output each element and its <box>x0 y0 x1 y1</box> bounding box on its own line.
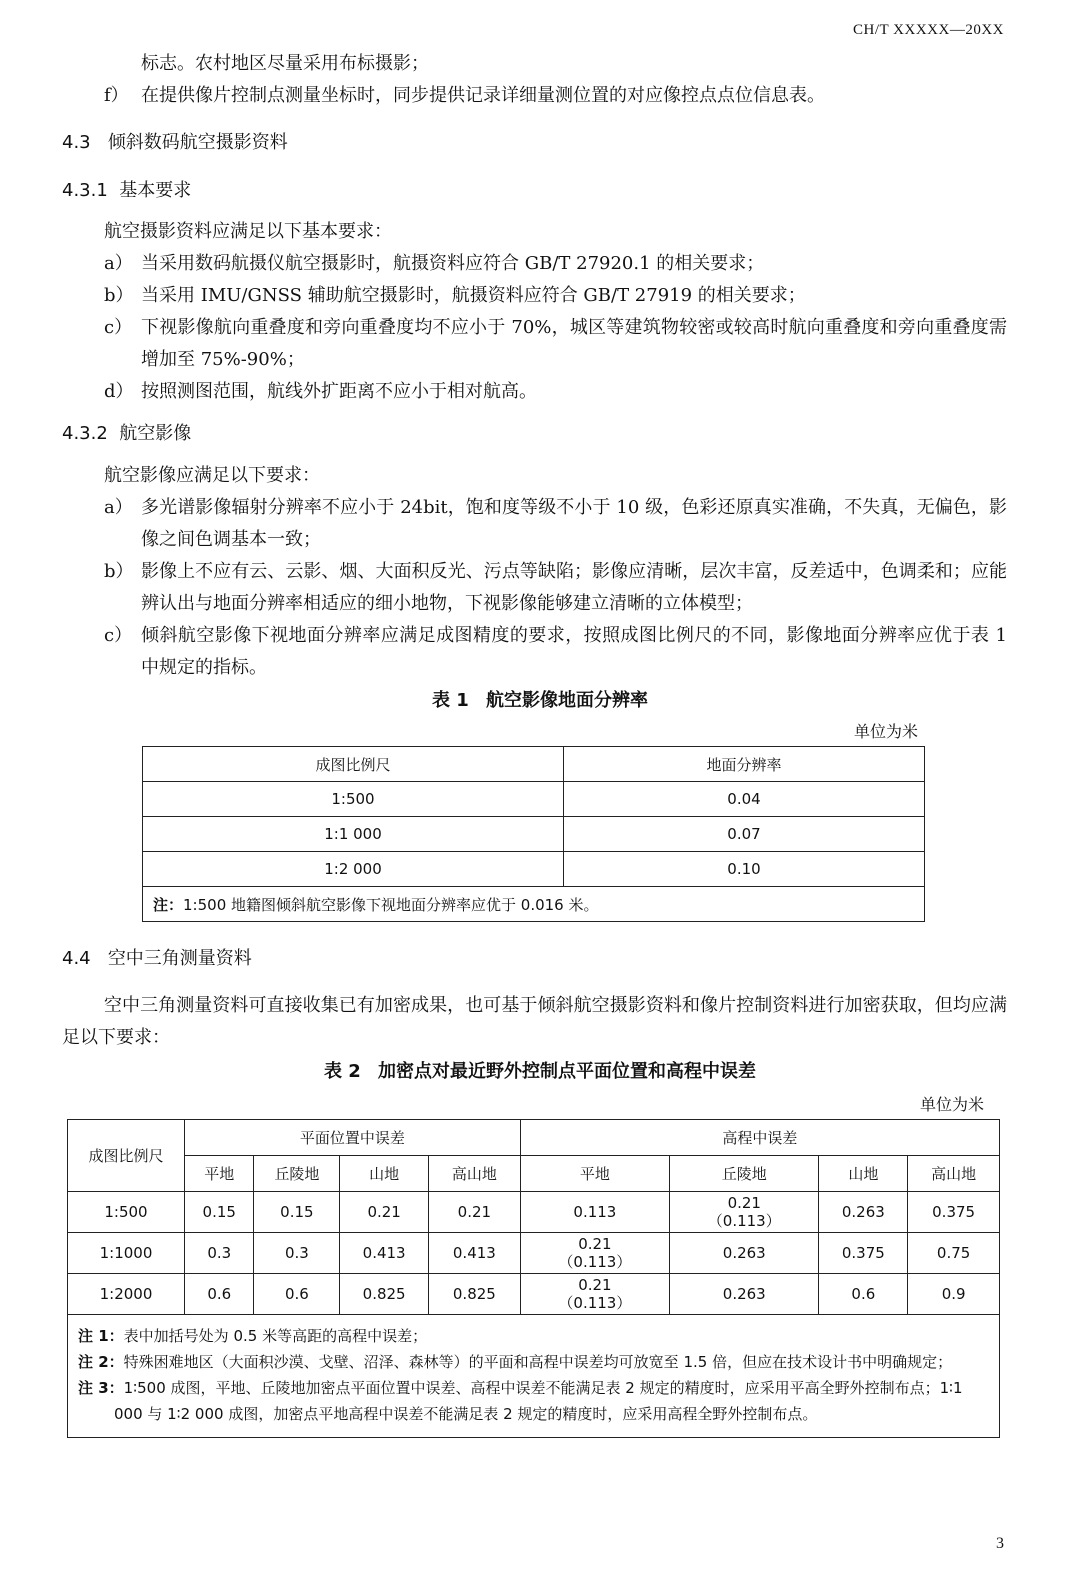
table-header-cell: 成图比例尺 <box>68 1120 185 1192</box>
section-4-3-heading <box>62 127 288 159</box>
table-cell: 0.6 <box>819 1274 908 1315</box>
table-row <box>143 782 925 817</box>
document-code-header: CH/T XXXXX—20XX <box>853 22 1004 38</box>
section-title: 基本要求 <box>119 180 192 201</box>
table-note <box>78 1323 989 1349</box>
table-header-cell: 平面位置中误差 <box>185 1120 521 1156</box>
table-cell <box>670 1192 819 1233</box>
table-title: 航空影像地面分辨率 <box>485 690 648 711</box>
table-row <box>143 852 925 887</box>
section-number: 4.4 <box>62 948 91 969</box>
cell-alt-value: （0.113） <box>707 1212 781 1230</box>
table-cell: 0.15 <box>185 1192 254 1233</box>
continued-text: 标志。农村地区尽量采用布标摄影； <box>141 53 429 74</box>
table-cell: 0.10 <box>564 852 925 887</box>
table-cell: 0.21 <box>429 1192 521 1233</box>
section-paragraph: 空中三角测量资料可直接收集已有加密成果，也可基于倾斜航空摄影资料和像片控制资料进行加密获取，但均应满足以下要求： <box>62 995 1007 1048</box>
table-cell: 1:1000 <box>68 1233 185 1274</box>
item-label: c） <box>104 317 133 338</box>
table-header-cell: 丘陵地 <box>254 1156 340 1192</box>
table-2-unit: 单位为米 <box>919 1095 984 1114</box>
section-4-4-heading <box>62 943 252 975</box>
table-cell: 0.3 <box>185 1233 254 1274</box>
item-text: 下视影像航向重叠度和旁向重叠度均不应小于 70%，城区等建筑物较密或较高时航向重叠度和旁向重叠度需增加至 75%-90%； <box>141 317 1007 370</box>
cell-alt-value: （0.113） <box>558 1253 632 1271</box>
note-text: 1∶500 成图，平地、丘陵地加密点平面位置中误差、高程中误差不能满足表 2 规定的精度时，应采用平高全野外控制布点；1∶1 000 与 1∶2 000 成图，加密点平地高程中误差不能满足表 2 规定的精度时，应采用高程全野外控制布点。 <box>114 1379 963 1423</box>
table-2-caption <box>0 1057 1080 1083</box>
cell-value: 0.21 <box>578 1276 612 1294</box>
table-cell: 1:2000 <box>68 1274 185 1315</box>
table-header-cell: 丘陵地 <box>670 1156 819 1192</box>
table-cell: 0.413 <box>340 1233 429 1274</box>
note-label: 注： <box>153 895 184 914</box>
section-4-3-2-heading <box>62 418 191 450</box>
table-cell: 0.263 <box>670 1233 819 1274</box>
table-1-caption <box>0 686 1080 712</box>
section-4-3-1-heading <box>62 175 191 207</box>
section-title: 空中三角测量资料 <box>107 948 252 969</box>
table-cell: 0.15 <box>254 1192 340 1233</box>
section-number: 4.3 <box>62 132 91 153</box>
table-cell: 0.113 <box>520 1192 669 1233</box>
cell-alt-value: （0.113） <box>558 1294 632 1312</box>
item-label: d） <box>104 381 134 402</box>
item-label: c） <box>104 625 133 646</box>
table-notes <box>68 1315 1000 1438</box>
item-label: f） <box>104 85 129 106</box>
table-cell: 0.6 <box>254 1274 340 1315</box>
table-cell: 0.6 <box>185 1274 254 1315</box>
table-row <box>68 1233 1000 1274</box>
page-number: 3 <box>996 1535 1004 1552</box>
item-text: 影像上不应有云、云影、烟、大面积反光、污点等缺陷；影像应清晰，层次丰富，反差适中，色调柔和；应能辨认出与地面分辨率相适应的细小地物，下视影像能够建立清晰的立体模型； <box>141 561 1007 614</box>
section-intro: 航空摄影资料应满足以下基本要求： <box>104 221 392 242</box>
section-number: 4.3.2 <box>62 423 108 444</box>
table-cell: 0.75 <box>908 1233 1000 1274</box>
table-title: 加密点对最近野外控制点平面位置和高程中误差 <box>377 1061 756 1082</box>
table-cell: 1:2 000 <box>143 852 564 887</box>
table-header-cell: 山地 <box>340 1156 429 1192</box>
item-text: 多光谱影像辐射分辨率不应小于 24bit，饱和度等级不小于 10 级，色彩还原真实准确，不失真，无偏色，影像之间色调基本一致； <box>141 497 1007 550</box>
table-number: 表 2 <box>324 1061 361 1082</box>
table-cell: 1:500 <box>68 1192 185 1233</box>
table-cell: 0.263 <box>819 1192 908 1233</box>
table-header-cell: 平地 <box>185 1156 254 1192</box>
table-header-cell: 高山地 <box>429 1156 521 1192</box>
table-cell <box>520 1233 669 1274</box>
table-row <box>143 817 925 852</box>
table-cell: 0.825 <box>429 1274 521 1315</box>
table-cell: 0.3 <box>254 1233 340 1274</box>
cell-value: 0.21 <box>727 1194 761 1212</box>
table-cell: 0.375 <box>908 1192 1000 1233</box>
note-text: 特殊困难地区（大面积沙漠、戈壁、沼泽、森林等）的平面和高程中误差均可放宽至 1.5 倍，但应在技术设计书中明确规定； <box>123 1353 953 1371</box>
section-intro: 航空影像应满足以下要求： <box>104 465 320 486</box>
table-header-cell: 平地 <box>520 1156 669 1192</box>
note-label: 注 2： <box>78 1353 124 1371</box>
item-label: b） <box>104 285 134 306</box>
table-cell <box>520 1274 669 1315</box>
table-cell: 1:1 000 <box>143 817 564 852</box>
table-header-cell: 成图比例尺 <box>143 747 564 782</box>
item-text: 倾斜航空影像下视地面分辨率应满足成图精度的要求，按照成图比例尺的不同，影像地面分辨率应优于表 1 中规定的指标。 <box>141 625 1007 678</box>
table-cell: 0.9 <box>908 1274 1000 1315</box>
item-text: 按照测图范围，航线外扩距离不应小于相对航高。 <box>141 381 537 402</box>
item-label: a） <box>104 253 133 274</box>
table-cell: 0.04 <box>564 782 925 817</box>
table-row <box>68 1274 1000 1315</box>
table-1 <box>142 746 925 922</box>
table-2 <box>67 1119 1000 1438</box>
table-note <box>78 1349 989 1375</box>
item-text: 在提供像片控制点测量坐标时，同步提供记录详细量测位置的对应像控点点位信息表。 <box>141 85 825 106</box>
table-cell: 0.21 <box>340 1192 429 1233</box>
table-note <box>78 1375 989 1427</box>
note-label: 注 3： <box>78 1379 124 1397</box>
item-text: 当采用数码航摄仪航空摄影时，航摄资料应符合 GB/T 27920.1 的相关要求； <box>141 253 765 274</box>
table-header-cell: 高山地 <box>908 1156 1000 1192</box>
item-text: 当采用 IMU/GNSS 辅助航空摄影时，航摄资料应符合 GB/T 27919 的相关要求； <box>141 285 806 306</box>
table-header-cell: 地面分辨率 <box>564 747 925 782</box>
table-cell: 0.07 <box>564 817 925 852</box>
section-number: 4.3.1 <box>62 180 108 201</box>
cell-value: 0.21 <box>578 1235 612 1253</box>
table-cell: 0.825 <box>340 1274 429 1315</box>
note-text: 1:500 地籍图倾斜航空影像下视地面分辨率应优于 0.016 米。 <box>183 895 599 914</box>
table-header-cell: 高程中误差 <box>520 1120 999 1156</box>
section-title: 航空影像 <box>119 423 192 444</box>
table-row <box>68 1192 1000 1233</box>
section-title: 倾斜数码航空摄影资料 <box>107 132 288 153</box>
note-label: 注 1： <box>78 1327 124 1345</box>
item-label: a） <box>104 497 133 518</box>
table-cell: 0.375 <box>819 1233 908 1274</box>
table-cell: 0.263 <box>670 1274 819 1315</box>
table-header-cell: 山地 <box>819 1156 908 1192</box>
table-1-unit: 单位为米 <box>853 722 918 741</box>
note-text: 表中加括号处为 0.5 米等高距的高程中误差； <box>123 1327 428 1345</box>
table-cell: 0.413 <box>429 1233 521 1274</box>
table-cell: 1:500 <box>143 782 564 817</box>
table-note <box>143 887 925 922</box>
item-label: b） <box>104 561 134 582</box>
table-number: 表 1 <box>432 690 469 711</box>
